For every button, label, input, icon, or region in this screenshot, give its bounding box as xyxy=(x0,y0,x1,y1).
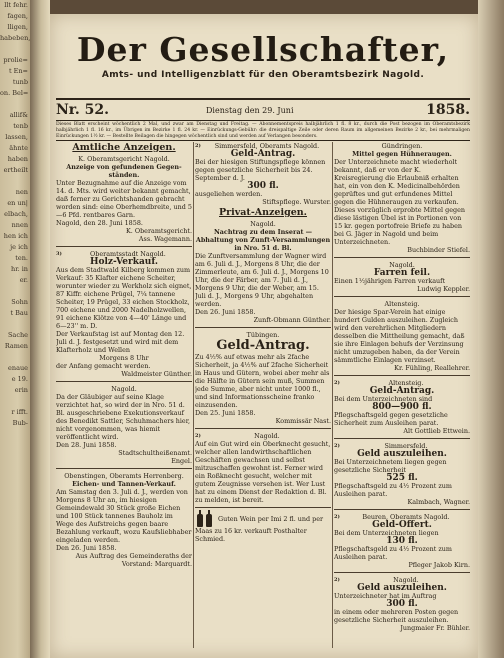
ad-bull-sale xyxy=(334,261,470,293)
divider xyxy=(195,327,331,328)
ad-body: Der hiesige Spar-Verein hat einige hundert Gulden auszuleihen. Zugleich wird den verehrlichen Mitgliedern desselben die Mittheilung gemacht, daß sie ihre Einlagen behufs der Verzinsung nicht umzugeben haben, da der Verein sämmtliche Einlagen verzinset. xyxy=(334,308,465,364)
spine-text-fragment: tenb xyxy=(13,122,28,130)
ad-origin: Simmersfeld. xyxy=(384,442,428,450)
ad-body: Auf ein Gut wird ein Oberknecht gesucht, welcher allen landwirthschaftlichen Geschäften gewachsen und selbst mitzuschaffen gewohnt ist. Ferner wird ein Roßknecht gesucht, welcher mit gutem Zeugnisse versehen ist. Wer Lust hat zu einem Dienst der Redaktion d. Bl. zu melden, ist bereit. xyxy=(195,440,331,504)
ad-body: Die Zunftversammlung der Wagner wird am 6. Juli d. J., Morgens 8 Uhr, die der Zimmerleute, am 6. Juli d. J., Morgens 10 Uhr, die der Färber, am 7. Juli d. J., Morgens 9 Uhr, die der Weber, am 15. Juli d. J., Morgens 9 Uhr, abgehalten werden. xyxy=(195,252,329,308)
masthead xyxy=(56,32,470,80)
notice-signature: Waldmeister Günther. xyxy=(121,370,192,378)
issue-date: Dienstag den 29. Juni xyxy=(206,106,294,115)
notice-signature: Engel. xyxy=(171,457,192,465)
divider xyxy=(56,246,192,247)
ad-guild-meetings xyxy=(195,220,331,324)
ad-title: Farren feil. xyxy=(373,268,431,278)
newspaper-subtitle: Amts- und Intelligenzblatt für den Oberamtsbezirk Nagold. xyxy=(101,70,425,80)
ad-body: Der Unterzeichnete macht wiederholt bekannt, daß er von der K. Kreisregierung die Erlaubniß erhalten hat, ein von den K. Medicinalbehörden geprüftes und gut erfundenes Mittel gegen die Hühneraugen zu verkaufen. Dieses vorzüglich erprobte Mittel gegen diese lästigen Übel ist in Portionen von 15 kr. gegen portofreie Briefe zu haben bei G. Jäger in Nagold und beim Unterzeichneten. xyxy=(334,158,465,246)
insertion-count: 2) xyxy=(195,433,201,439)
notice-title: Holz-Verkauf. xyxy=(89,257,159,267)
spine-text-fragment xyxy=(0,352,30,363)
ad-origin: Gündringen. xyxy=(381,142,423,150)
divider xyxy=(334,438,470,439)
column-2 xyxy=(195,142,331,652)
spine-text-fragment: lligen, xyxy=(7,23,28,31)
ad-signature: Buchbinder Stiefel. xyxy=(407,246,470,254)
adjacent-page-spine xyxy=(0,0,30,658)
ad-title: Geld auszuleihen. xyxy=(357,583,447,593)
ad-body: Einen 1½jährigen Farren verkauft xyxy=(334,277,446,285)
ad-body: in einem oder mehreren Posten gegen gesetzliche Sicherheit auszuleihen. xyxy=(334,608,459,624)
notice-signature: Ass. Wagemann. xyxy=(138,235,192,243)
spine-text-fragment: er. xyxy=(19,276,28,284)
masthead-rule xyxy=(56,98,470,100)
insertion-count: 3) xyxy=(56,251,62,257)
insertion-count: 2) xyxy=(334,380,340,386)
notice-timber-sale xyxy=(56,472,192,568)
ad-body: Bei der hiesigen Stiftungspflege können gegen gesetzliche Sicherheit bis 24. September d. J. xyxy=(195,158,326,182)
wine-bottles-icon xyxy=(195,511,215,527)
ad-wine-sale xyxy=(195,511,331,543)
spine-text-fragment: Bub- xyxy=(12,419,28,427)
newspaper-page xyxy=(50,14,478,658)
notice-title: Anzeige von gefundenen Gegen- ständen. xyxy=(66,163,182,179)
spine-text-fragment: ähnte xyxy=(9,144,28,152)
notice-origin: K. Oberamtsgericht Nagold. xyxy=(78,155,170,163)
issue-year: 1858. xyxy=(426,102,470,118)
ad-servant-wanted xyxy=(195,432,331,504)
subscription-notice: Dieses Blatt erscheint wöchentlich 2 Mal, und zwar am Dienstag und Freitag. — Abonnementspreis halbjährlich 1 fl. 8 kr., durch die Post bezogen im Oberamtsbezirk halbjährlich 1 fl. 16 kr., im Übrigen im Bezirke 1 fl. 24 kr. — Einrückungs-Gebühr: die dreispaltige Zeile oder deren Raum im allgemeinen Bezirke 2 kr., bei mehrmaligen Einrückungen 1½ kr. — Bestellte Beilagen die hingegen wöchentlich sind und werden auf Verlangen besonders. xyxy=(56,122,470,139)
spine-text-fragment xyxy=(0,286,30,297)
ad-signature: Jungmaier Fr. Bühler. xyxy=(400,624,470,632)
notice-date: Den 28. Juni 1858. xyxy=(56,441,117,449)
notice-signature: Aus Auftrag des Gemeinderaths der Vorstand: Marquardt. xyxy=(75,552,192,568)
spine-text-fragment: t Bau xyxy=(10,309,28,317)
ad-body: Pflegschaftsgeld zu 4½ Prozent zum Ausleihen parat. xyxy=(334,545,452,561)
ad-body: ausgeliehen werden. xyxy=(195,190,263,198)
ad-origin: Simmersfeld, Oberamts Nagold. xyxy=(214,142,320,150)
ad-signature: Alt Gottlieb Ettwein. xyxy=(403,427,470,435)
ad-origin: Tübingen. xyxy=(246,331,280,339)
ad-title: Geld-Antrag. xyxy=(369,386,435,396)
insertion-count: 2) xyxy=(195,143,201,149)
ad-origin: Beuren, Oberamts Nagold. xyxy=(362,513,450,521)
spine-text-fragment: je ich xyxy=(10,243,28,251)
ad-title: Geld-Antrag. xyxy=(230,149,296,159)
ad-title: Nachtrag zu dem Inserat — Abhaltung von Zunft-Versammlungen in Nro. 51 d. Bl. xyxy=(195,228,331,252)
notice-origin: Oberamtsstadt Nagold. xyxy=(90,250,166,258)
ad-amount: 800—900 fl. xyxy=(372,402,432,412)
spine-text-fragment: ten. xyxy=(15,254,28,262)
section-heading-official: Amtliche Anzeigen. xyxy=(72,142,176,153)
column-divider xyxy=(193,142,194,648)
spine-text-fragment: nnen xyxy=(11,221,28,229)
notice-signature: K. Oberamtsgericht. xyxy=(126,227,192,235)
divider xyxy=(334,375,470,376)
notice-found-items xyxy=(56,155,192,243)
spine-text-fragment: t En= xyxy=(8,67,28,75)
ad-origin: Nagold. xyxy=(389,261,415,269)
notice-signature: Stadtschultheißenamt. xyxy=(118,449,192,457)
spine-text-fragment: Sache xyxy=(7,331,28,339)
spine-text-fragment xyxy=(0,44,30,55)
column-1 xyxy=(56,142,192,652)
ad-origin: Nagold. xyxy=(393,576,419,584)
notice-execution-sale xyxy=(56,385,192,465)
insertion-count: 2) xyxy=(334,577,340,583)
newspaper-title: Der Gesellschafter, xyxy=(76,30,450,69)
ad-amount: 525 fl. xyxy=(386,473,418,483)
column-3 xyxy=(334,142,470,652)
ad-signature: Zunft-Obmann Günther. xyxy=(253,316,331,324)
spine-text-fragment: llt fehr. xyxy=(4,1,28,9)
notice-body: Da der Gläubiger auf seine Klage verzichtet hat, so wird der in Nro. 51 d. Bl. ausgeschriebene Exekutionsverkauf des Benedikt Sattler, Schuhmachers hier, nicht vorgenommen, was hiemit veröffentlicht wird. xyxy=(56,393,191,441)
divider xyxy=(334,257,470,258)
divider xyxy=(195,507,331,508)
issue-number: Nr. 52. xyxy=(56,102,109,118)
notice-rule xyxy=(56,140,470,141)
spine-text-fragment: elbach, xyxy=(4,210,28,218)
spine-text-fragment: nen xyxy=(15,188,28,196)
ad-signature: Pfleger Jakob Kirn. xyxy=(408,561,470,569)
section-heading-private: Privat-Anzeigen. xyxy=(219,207,307,218)
notice-time: Morgens 8 Uhr xyxy=(99,354,149,362)
spine-text-fragment: erin xyxy=(14,386,28,394)
column-divider xyxy=(332,142,333,648)
ad-money-simmersfeld xyxy=(334,442,470,506)
spine-text-fragment: Ramen xyxy=(4,342,28,350)
spine-text-fragment: fagen, xyxy=(7,12,28,20)
ad-origin: Altensteig. xyxy=(388,379,424,387)
issue-row xyxy=(56,102,470,120)
divider xyxy=(56,468,192,469)
ad-title: Mittel gegen Hühneraugen. xyxy=(352,150,452,158)
divider xyxy=(334,509,470,510)
ad-body: Bei Unterzeichnetem liegen gegen gesetzliche Sicherheit xyxy=(334,458,447,474)
spine-text-fragment: ertheilt xyxy=(3,166,28,174)
spine-text-fragment: on. Bel= xyxy=(0,89,29,97)
ad-body: Zu 4½% auf etwas mehr als 2fache Sicherheit, ja 4½% auf 2fache Sicherheit in Haus und Gütern, wobei aber mehr als die Hälfte in Gütern sein muß, Summen jede Summe, aber nicht unter 1000 fl., und sind Informationsscheine franko einzusenden. xyxy=(195,353,330,409)
ad-body: Bei dem Unterzeichneten sind xyxy=(334,395,433,403)
notice-title: Eichen- und Tannen-Verkauf. xyxy=(72,480,176,488)
ad-body: Unterzeichneter hat im Auftrag xyxy=(334,592,437,600)
spine-text-fragment xyxy=(0,99,30,110)
insertion-count: 2) xyxy=(334,443,340,449)
ad-body: Bei dem Unterzeichneten liegen xyxy=(334,529,439,537)
page-edge xyxy=(478,0,504,658)
ad-signature: Stiftspflege. Wurster. xyxy=(262,198,331,206)
ad-corn-remedy xyxy=(334,142,470,254)
spine-text-fragment: hen ich xyxy=(3,232,28,240)
ad-signature: Ludwig Keppler. xyxy=(417,285,470,293)
spine-text-fragment: prolie= xyxy=(3,56,28,64)
notice-body: Der Verkaufstag ist auf Montag den 12. Juli d. J. festgesetzt und wird mit dem Klafterholz und Wellen xyxy=(56,330,185,354)
ad-money-offer xyxy=(195,142,331,206)
spine-text-fragment: Sohn xyxy=(11,298,28,306)
spine-text-fragment: enaue xyxy=(8,364,28,372)
ad-date: Den 26. Juni 1858. xyxy=(195,308,256,316)
ad-amount: 300 fl. xyxy=(386,599,418,609)
insertion-count: 2) xyxy=(334,514,340,520)
notice-date: Nagold, den 28. Juni 1858. xyxy=(56,219,143,227)
ad-title: Geld auszuleihen. xyxy=(357,449,447,459)
spine-text-fragment xyxy=(0,319,30,330)
spine-text-fragment: hr. in xyxy=(11,265,28,273)
ad-date: Den 25. Juni 1858. xyxy=(195,409,256,417)
book-gutter xyxy=(30,0,50,658)
notice-date: Den 26. Juni 1858. xyxy=(56,544,117,552)
ad-origin: Nagold. xyxy=(254,432,280,440)
ad-money-altensteig xyxy=(334,379,470,435)
ad-body: Pflegschaftsgeld zu 4½ Prozent zum Ausleihen parat. xyxy=(334,482,452,498)
ad-origin: Altensteig. xyxy=(384,300,420,308)
ad-money-tuebingen xyxy=(195,331,331,425)
divider xyxy=(334,296,470,297)
ad-money-beuren xyxy=(334,513,470,569)
notice-body: Am Samstag den 3. Juli d. J., werden von Morgens 8 Uhr an, im hiesigen Gemeindewald 30 Stück große Eichen und 100 Stück tannenes Bauholz im Wege des Aufstreichs gegen baare Bezahlung verkauft, wozu Kaufsliebhaber eingeladen werden. xyxy=(56,488,192,544)
ad-signature: Kommissär Nast. xyxy=(275,417,331,425)
ad-amount: 130 fl. xyxy=(386,536,418,546)
ad-origin: Nagold. xyxy=(250,220,276,228)
spine-text-fragment: en un| xyxy=(7,199,28,207)
notice-origin: Obenstingen, Oberamts Herrenberg. xyxy=(64,472,184,480)
spine-text-fragment xyxy=(0,176,30,187)
issue-rule xyxy=(56,120,470,121)
notice-body: Unter Bezugnahme auf die Anzeige vom 14. d. Mts. wird weiter bekannt gemacht, daß ferner zu Gerichtshanden gebracht worden sind: eine Oberhemdbreite, und 5—6 Pfd. rentbares Garn. xyxy=(56,179,192,219)
divider xyxy=(334,572,470,573)
spine-text-fragment xyxy=(0,396,30,407)
spine-text-fragment: allif& xyxy=(9,111,28,119)
ad-savings-club xyxy=(334,300,470,372)
ad-body: Pflegschaftsgeld gegen gesetzliche Sicherheit zum Ausleihen parat. xyxy=(334,411,448,427)
ad-title: Geld-Offert. xyxy=(372,520,432,530)
ad-amount: 300 fl. xyxy=(247,181,279,191)
ad-title: Geld-Antrag. xyxy=(216,338,310,353)
ad-signature: Kalmbach, Wagner. xyxy=(407,498,470,506)
divider xyxy=(56,381,192,382)
spine-text-fragment: tunb xyxy=(12,78,28,86)
divider xyxy=(195,428,331,429)
spine-text-fragment: r ifft. xyxy=(11,408,28,416)
spine-text-fragment: e 19. xyxy=(11,375,28,383)
ad-body: Guten Wein per Imi 2 fl. und per Maas zu 16 kr. verkauft Posthalter Schmied. xyxy=(195,515,324,543)
notice-body: Aus dem Stadtwald Kilberg kommen zum Verkauf: 35 Klafter eichene Scheiter, worunter wieder zu Werkholz sich eignet, 87 Kiffr. eichene Prügel, 7¼ tannene Scheiter, 19 Prügel, 33 eichen Stockholz, 700 eichene und 2000 Nadelholzwellen, 91 eichene Klötze von 4—40' Länge und 6—23'' m. D. xyxy=(56,266,192,330)
spine-text-fragment: habeben, xyxy=(0,34,30,42)
notice-wood-sale xyxy=(56,250,192,378)
spine-text-fragment: lassen, xyxy=(5,133,28,141)
notice-origin: Nagold. xyxy=(111,385,137,393)
ad-money-nagold xyxy=(334,576,470,632)
ad-signature: Kr. Fühling, Reallehrer. xyxy=(394,364,470,372)
notice-body: der Anfang gemacht werden. xyxy=(56,362,151,370)
spine-text-fragment: haben xyxy=(7,155,28,163)
